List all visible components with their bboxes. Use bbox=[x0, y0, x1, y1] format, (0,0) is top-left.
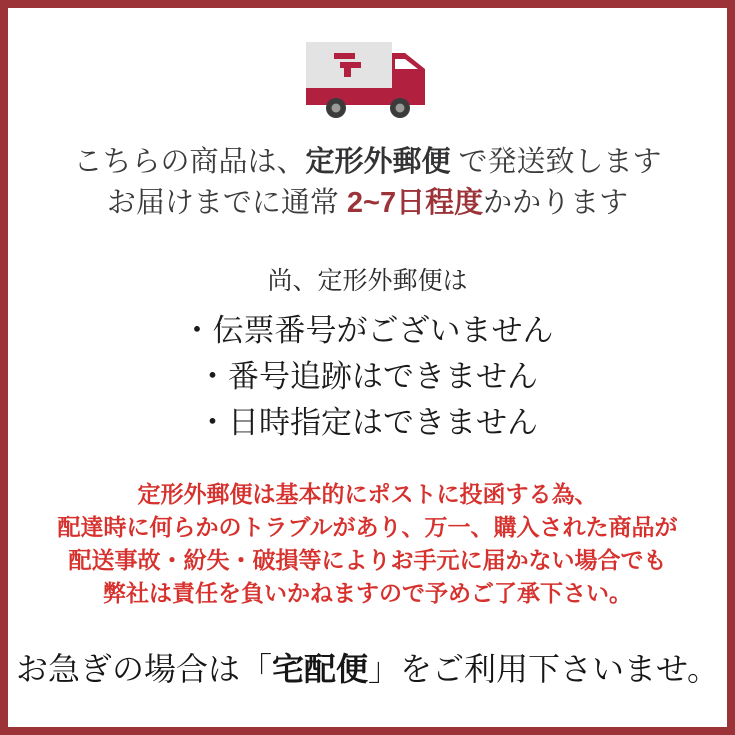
shipping-method-emphasis: 定形外郵便 bbox=[305, 146, 451, 178]
intro-line2-post: かかります bbox=[483, 187, 629, 219]
footer-text bbox=[8, 647, 727, 691]
truck-icon-container bbox=[8, 42, 727, 122]
list-item: ・伝票番号がございません bbox=[181, 313, 554, 348]
warning-line: 定形外郵便は基本的にポストに投函する為、 bbox=[137, 481, 598, 507]
warning-line: 配送事故・紛失・破損等によりお手元に届かない場合でも bbox=[68, 547, 667, 573]
intro-line1-post: で発送致します bbox=[450, 146, 662, 178]
warning-paragraph bbox=[8, 478, 727, 610]
restrictions-list bbox=[8, 308, 727, 446]
list-item: ・番号追跡はできません bbox=[197, 359, 538, 394]
warning-line: 配達時に何らかのトラブルがあり、万一、購入された商品が bbox=[57, 514, 678, 540]
courier-emphasis: 宅配便 bbox=[271, 651, 368, 687]
footer-post: 」をご利用下さいませ。 bbox=[367, 651, 720, 687]
delivery-time-line bbox=[107, 187, 628, 219]
shipping-method-line bbox=[73, 146, 661, 178]
intro-line2-pre: お届けまでに通常 bbox=[106, 187, 347, 219]
intro-text bbox=[8, 142, 727, 224]
list-item: ・日時指定はできません bbox=[197, 405, 538, 440]
delivery-time-emphasis: 2~7日程度 bbox=[346, 187, 484, 219]
footer-pre: お急ぎの場合は「 bbox=[15, 651, 272, 687]
subheading: 尚、定形外郵便は bbox=[267, 267, 468, 295]
intro-line1-pre: こちらの商品は、 bbox=[73, 146, 306, 178]
warning-line: 弊社は責任を負いかねますので予めご了承下さい。 bbox=[103, 580, 632, 606]
postal-delivery-truck-icon bbox=[306, 42, 430, 122]
